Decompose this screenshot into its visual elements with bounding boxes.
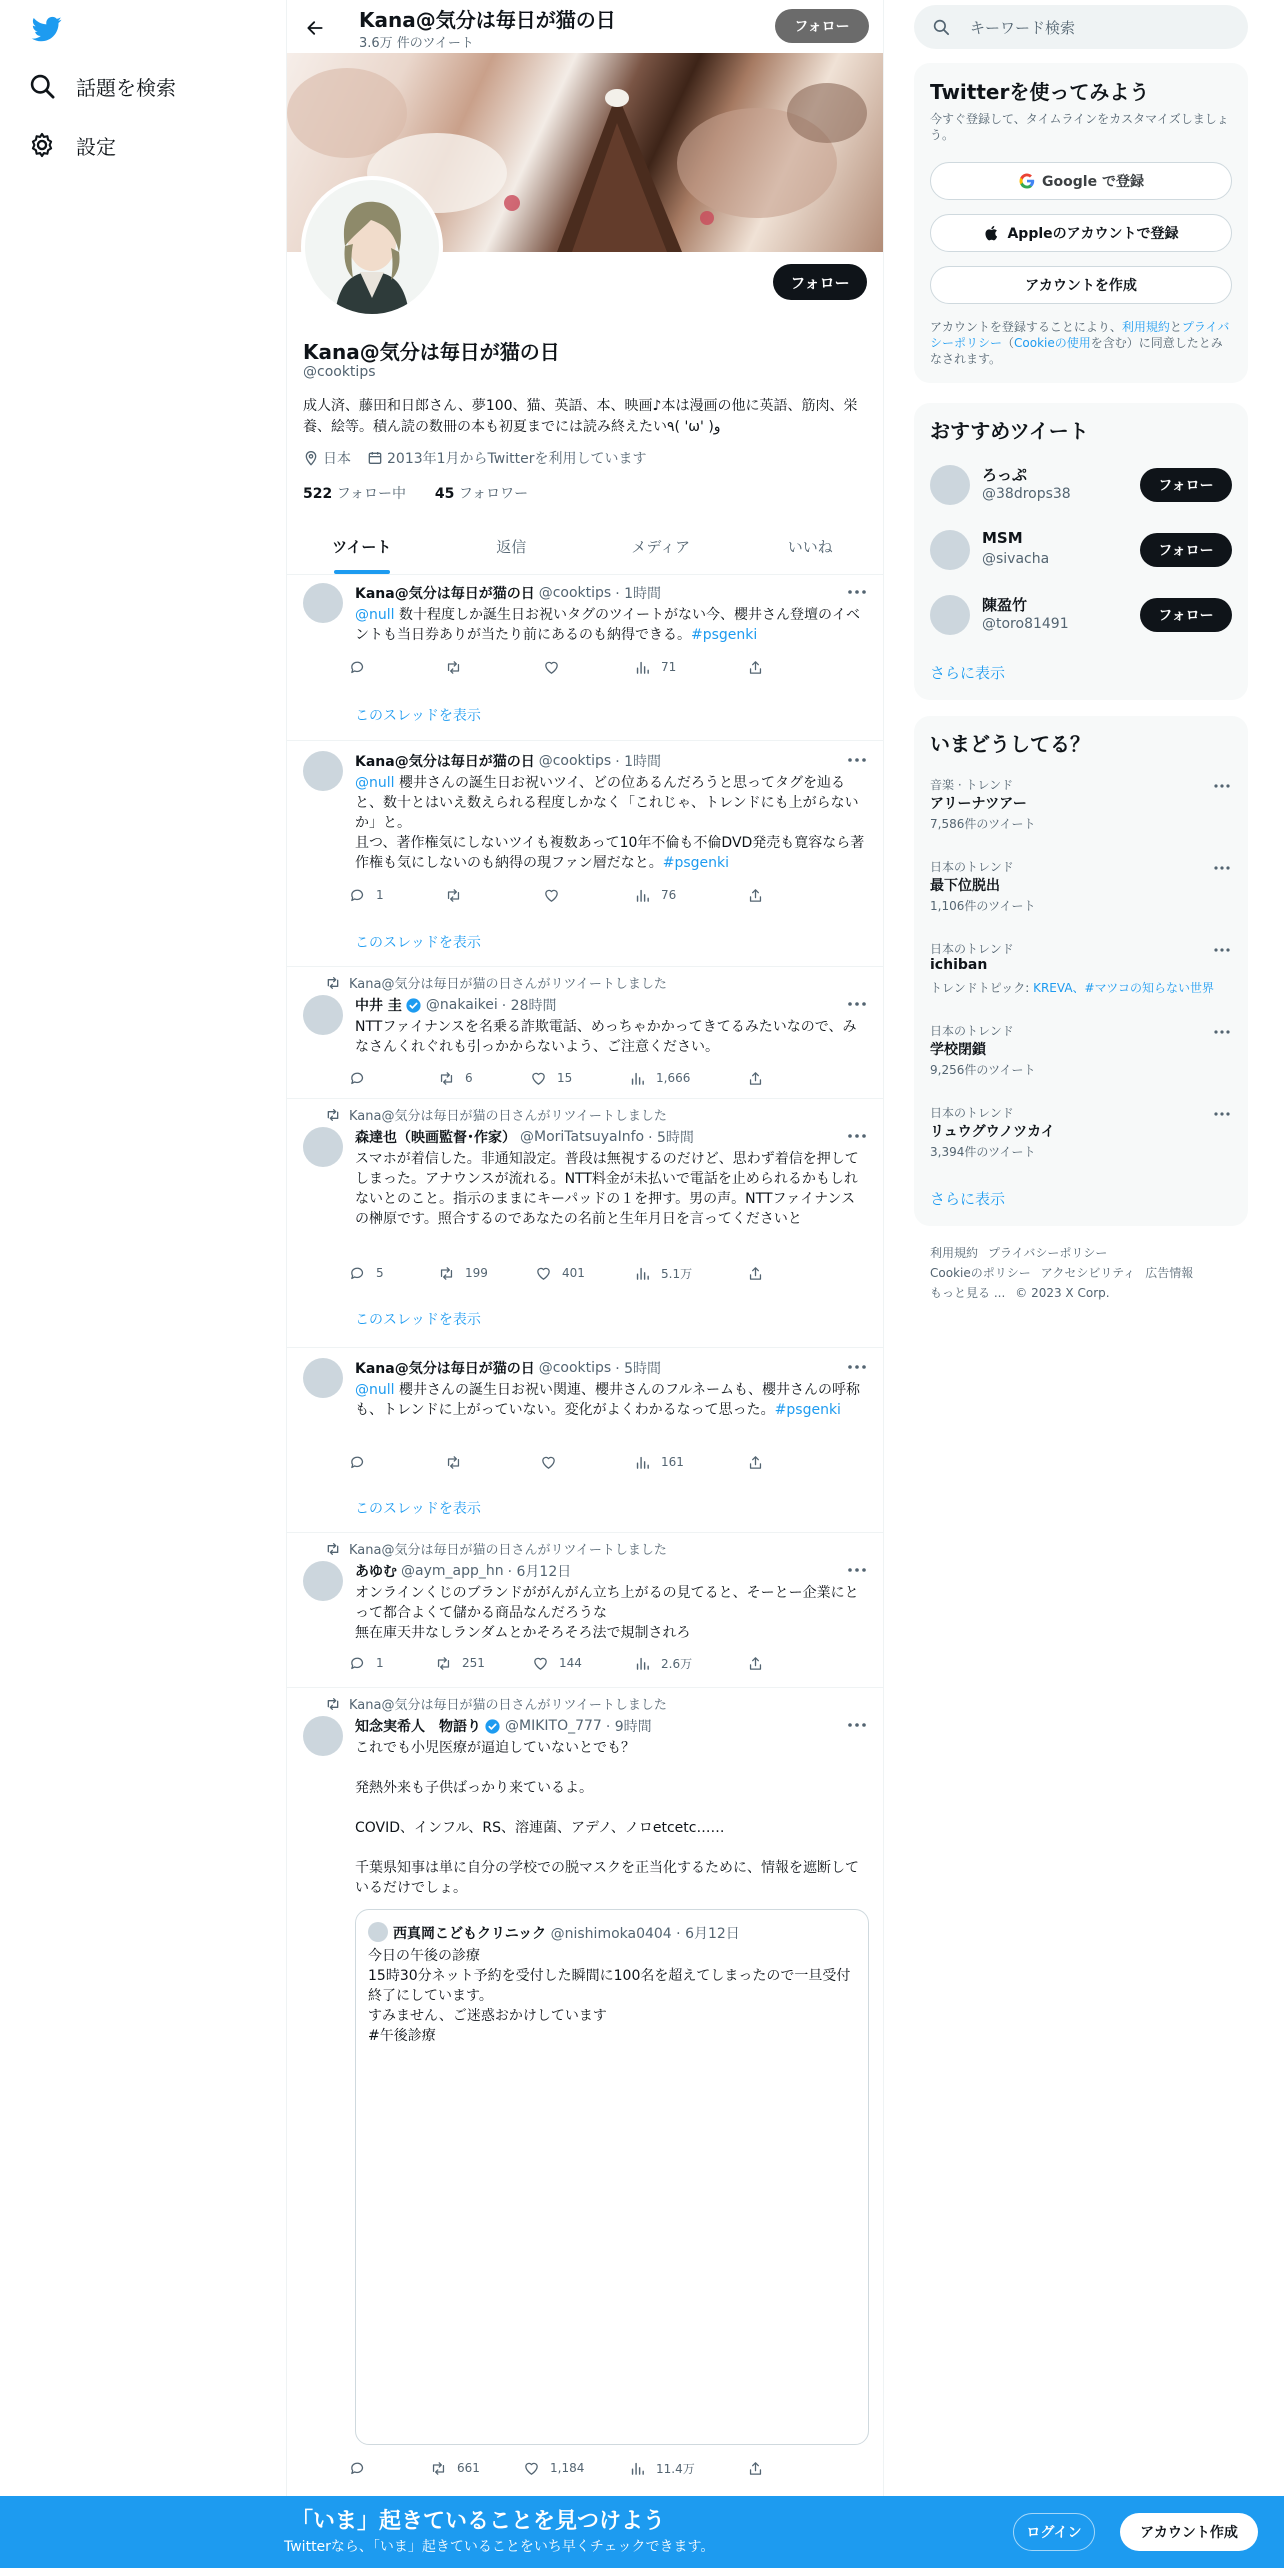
nav-explore-label: 話題を検索 <box>76 75 176 100</box>
quote-author-handle: @nishimoka0404 <box>550 1926 672 1942</box>
search-icon <box>932 18 950 36</box>
tweet-text: NTTファイナンスを名乗る詐欺電話、めっちゃかかってきてるみたいなので、みなさんくれぐれも引っかからないよう、ご注意ください。 <box>355 1019 857 1055</box>
avatar[interactable] <box>303 1358 343 1398</box>
mention-link[interactable]: @null <box>355 607 395 623</box>
tweet-time[interactable]: · 1時間 <box>615 754 662 770</box>
avatar[interactable] <box>930 465 970 505</box>
more-icon[interactable] <box>845 1358 869 1376</box>
tab-replies[interactable]: 返信 <box>496 537 527 556</box>
suggested-handle: @sivacha <box>982 551 1050 567</box>
trend-item[interactable] <box>930 776 1232 848</box>
show-thread-link[interactable]: このスレッドを表示 <box>355 708 481 724</box>
tweet-time[interactable]: · 28時間 <box>501 998 557 1014</box>
trend-category: 日本のトレンド <box>930 860 1014 874</box>
quote-text: 今日の午後の診療 15時30分ネット予約を受付した瞬間に100名を超えてしまったので一旦受付終了にしています。 すみません、ご迷惑おかけしています #午後診療 <box>368 1948 851 2044</box>
retweet-icon <box>325 975 341 991</box>
share-button[interactable] <box>747 1263 774 1283</box>
trend-item[interactable] <box>930 858 1232 930</box>
show-thread-link[interactable]: このスレッドを表示 <box>355 1501 481 1517</box>
more-icon[interactable] <box>845 1561 869 1579</box>
footer-copyright: © 2023 X Corp. <box>1015 1286 1110 1300</box>
like-icon <box>543 887 560 904</box>
views-icon <box>634 887 651 904</box>
share-icon <box>747 659 764 676</box>
footer-privacy-link[interactable]: プライバシーポリシー <box>988 1246 1108 1260</box>
verified-icon <box>405 997 422 1014</box>
more-icon[interactable] <box>845 583 869 601</box>
share-button[interactable] <box>747 1068 774 1088</box>
bottom-signup-bar <box>0 2496 1284 2568</box>
retweeted-by: Kana@気分は毎日が猫の日さんがリツイートしました <box>325 1694 667 1713</box>
left-nav <box>0 0 286 2568</box>
footer-terms-link[interactable]: 利用規約 <box>930 1246 979 1260</box>
search-input[interactable] <box>914 5 1248 49</box>
footer-links <box>930 1243 1240 1303</box>
like-button[interactable]: 401 <box>535 1263 585 1283</box>
apple-signup-button[interactable]: Appleのアカウントで登録 <box>930 214 1232 252</box>
tweet[interactable] <box>287 1348 884 1533</box>
like-button[interactable] <box>543 657 570 677</box>
tweet[interactable] <box>287 967 884 1099</box>
calendar-icon <box>367 450 383 466</box>
profile-joined: 2013年1月からTwitterを利用しています <box>387 451 647 467</box>
reply-button[interactable]: 1 <box>349 1653 384 1673</box>
tab-likes[interactable]: いいね <box>787 537 833 556</box>
trend-category: 日本のトレンド <box>930 942 1014 956</box>
more-icon[interactable] <box>845 751 869 769</box>
mention-link[interactable]: @null <box>355 1382 395 1398</box>
like-icon <box>543 659 560 676</box>
following-link[interactable]: 522 フォロー中 <box>303 486 406 502</box>
header-follow-button[interactable]: フォロー <box>775 9 869 43</box>
avatar[interactable] <box>303 751 343 791</box>
reply-button[interactable] <box>349 1068 376 1088</box>
tweet-text: スマホが着信した。非通知設定。普段は無視するのだけど、思わず着信を押してしまった。アナウンスが流れる。NTT料金が未払いで電話を止められるかもしれないとのこと。指示のままにキーパッドの１を押す。男の声。NTTファイナンスの榊原です。照合するのであなたの名前と生年月日を言ってくださいと <box>355 1151 859 1227</box>
retweet-icon <box>438 1070 455 1087</box>
trend-category: 音楽 · トレンド <box>930 778 1014 792</box>
hashtag-link[interactable]: #psgenki <box>662 855 729 871</box>
right-sidebar <box>884 0 1284 2568</box>
cookie-link[interactable]: Cookieの使用 <box>1014 336 1091 350</box>
quoted-tweet[interactable] <box>355 1909 869 2445</box>
tweet-text: @null 櫻井さんの誕生日お祝い関連、櫻井さんのフルネームも、櫻井さんの呼称も、トレンドに上がっていない。変化がよくわかるなって思った。#psgenki <box>355 1382 860 1418</box>
retweet-button[interactable]: 251 <box>435 1653 485 1673</box>
footer-accessibility-link[interactable]: アクセシビリティ <box>1040 1266 1136 1280</box>
reply-icon <box>349 1070 366 1087</box>
more-icon[interactable] <box>1212 1106 1232 1122</box>
profile-bio: 成人済、藤田和日郎さん、夢100、猫、英語、本、映画♪本は漫画の他に英語、筋肉、栄養、絵等。積ん読の数冊の本も初夏までには読み終えたい٩( 'ω' )و <box>303 398 858 435</box>
tweet[interactable] <box>287 1533 884 1688</box>
nav-settings[interactable] <box>28 123 116 167</box>
more-icon[interactable] <box>1212 942 1232 958</box>
tweet-time[interactable]: · 6月12日 <box>507 1564 572 1580</box>
share-icon <box>747 2460 764 2477</box>
signup-title: Twitterを使ってみよう <box>930 80 1150 104</box>
suggested-title: おすすめツイート <box>930 419 1089 443</box>
avatar[interactable] <box>303 995 343 1035</box>
profile-column <box>286 0 884 2568</box>
views-button[interactable]: 2.6万 <box>634 1653 692 1673</box>
show-thread-link[interactable]: このスレッドを表示 <box>355 1312 481 1328</box>
avatar[interactable] <box>303 583 343 623</box>
suggested-handle: @toro81491 <box>982 616 1069 632</box>
share-button[interactable] <box>747 1452 774 1472</box>
views-icon <box>629 1070 646 1087</box>
reply-icon <box>349 887 366 904</box>
quote-author-name: 西真岡こどもクリニック <box>393 1926 547 1942</box>
footer-cookie-link[interactable]: Cookieのポリシー <box>930 1266 1031 1280</box>
reply-icon <box>349 1655 366 1672</box>
trend-name: ichiban <box>930 957 988 973</box>
like-button[interactable]: 1,184 <box>523 2458 584 2478</box>
signup-button[interactable]: アカウント作成 <box>1120 2513 1258 2551</box>
retweeted-by: Kana@気分は毎日が猫の日さんがリツイートしました <box>325 973 667 992</box>
login-button[interactable]: ログイン <box>1013 2513 1095 2551</box>
share-icon <box>747 1265 764 1282</box>
quote-time: · 6月12日 <box>676 1926 740 1942</box>
reply-icon <box>349 659 366 676</box>
tweet-actions <box>349 1452 779 1472</box>
share-icon <box>747 1655 764 1672</box>
tweet-text: オンラインくじのブランドががんがん立ち上がるの見てると、そーとー企業にとって都合よくて儲かる商品なんだろうな 無在庫天井なしランダムとかそろそろ法で規制されろ <box>355 1585 859 1641</box>
tweet-author-name[interactable]: 森達也（映画監督･作家） <box>355 1130 516 1146</box>
header-name: Kana@気分は毎日が猫の日 <box>359 8 616 32</box>
profile-follow-button[interactable]: フォロー <box>773 264 867 300</box>
avatar[interactable] <box>930 530 970 570</box>
more-icon[interactable] <box>1212 1024 1232 1040</box>
hashtag-link[interactable]: #psgenki <box>691 627 758 643</box>
tweet-actions <box>349 2458 779 2478</box>
tweet-author-handle[interactable]: @aym_app_hn <box>401 1563 504 1579</box>
apple-icon <box>983 224 1001 242</box>
views-button[interactable]: 161 <box>634 1452 684 1472</box>
trend-item[interactable] <box>930 940 1232 1012</box>
more-icon[interactable] <box>845 1127 869 1145</box>
trend-topics: トレンドトピック: KREVA、#マツコの知らない世界 <box>930 981 1214 995</box>
twitter-bird-icon[interactable] <box>30 14 64 44</box>
share-button[interactable] <box>747 2458 774 2478</box>
follow-button[interactable]: フォロー <box>1140 598 1232 632</box>
tweet-author-handle[interactable]: @nakaikei <box>425 997 498 1013</box>
signup-box <box>914 63 1248 383</box>
back-arrow-icon <box>305 18 325 38</box>
views-icon <box>634 659 651 676</box>
retweet-icon <box>435 1655 452 1672</box>
retweet-button[interactable] <box>445 885 472 905</box>
retweet-icon <box>445 887 462 904</box>
tweet-actions <box>349 1653 779 1673</box>
trend-name: 最下位脱出 <box>930 878 1000 894</box>
follow-button[interactable]: フォロー <box>1140 533 1232 567</box>
footer-more-link[interactable]: もっと見る ... <box>930 1286 1006 1300</box>
tweet-author-handle[interactable]: @cooktips <box>538 585 612 601</box>
suggested-name: ろっぷ <box>982 466 1028 484</box>
header-tweet-count: 3.6万 件のツイート <box>359 36 474 51</box>
reply-icon <box>349 2460 366 2477</box>
suggested-name: 陳盈竹 <box>982 596 1028 614</box>
retweet-button[interactable] <box>445 1452 472 1472</box>
trend-count: 9,256件のツイート <box>930 1063 1036 1077</box>
retweet-icon <box>445 1454 462 1471</box>
suggested-handle: @38drops38 <box>982 486 1071 502</box>
share-icon <box>747 887 764 904</box>
profile-avatar[interactable] <box>301 176 443 318</box>
avatar[interactable] <box>368 1922 388 1942</box>
show-thread-link[interactable]: このスレッドを表示 <box>355 935 481 951</box>
share-button[interactable] <box>747 885 774 905</box>
tweet[interactable] <box>287 1688 884 2496</box>
like-button[interactable] <box>543 885 570 905</box>
tweet-author-handle[interactable]: @cooktips <box>538 1360 612 1376</box>
trend-name: 学校閉鎖 <box>930 1042 986 1058</box>
signup-terms: アカウントを登録することにより、利用規約とプライバシーポリシー（Cookieの使用を含む）に同意したとみなされます。 <box>930 320 1230 366</box>
gear-icon <box>28 131 56 159</box>
tweet-actions <box>349 657 779 677</box>
trends-title: いまどうしてる？ <box>930 732 1090 756</box>
follow-button[interactable]: フォロー <box>1140 468 1232 502</box>
retweet-icon <box>325 1541 341 1557</box>
reply-button[interactable]: 1 <box>349 885 384 905</box>
tweet-author-name[interactable]: 知念実希人 物語り <box>355 1719 481 1735</box>
suggested-user[interactable] <box>930 590 1232 640</box>
trend-category: 日本のトレンド <box>930 1106 1014 1120</box>
avatar[interactable] <box>303 1127 343 1167</box>
tweet-author-name[interactable]: あゆむ <box>355 1564 397 1580</box>
mention-link[interactable]: @null <box>355 775 395 791</box>
more-icon[interactable] <box>1212 860 1232 876</box>
tweet-actions <box>349 1263 779 1283</box>
trend-count: 1,106件のツイート <box>930 899 1036 913</box>
hashtag-link[interactable]: #psgenki <box>774 1402 841 1418</box>
tweet-text: これでも小児医療が逼迫していないとでも？ 発熱外来も子供ばっかり来ているよ。 COVID、インフル、RS、溶連菌、アデノ、ノロetcetc…… 千葉県知事は単に自分の学校での脱マスクを正当化するために、情報を遮断しているだけでしょ。 <box>355 1740 859 1896</box>
profile-follow-stats <box>303 483 528 503</box>
like-icon <box>530 1070 547 1087</box>
views-icon <box>634 1454 651 1471</box>
suggested-user[interactable] <box>930 460 1232 510</box>
share-button[interactable] <box>747 1653 774 1673</box>
suggested-user[interactable] <box>930 525 1232 575</box>
more-icon[interactable] <box>1212 778 1232 794</box>
suggested-name: MSM <box>982 529 1023 547</box>
trend-item[interactable] <box>930 1022 1232 1094</box>
bottom-bar-subtitle: Twitterなら、「いま」起きていることをいち早くチェックできます。 <box>284 2539 715 2555</box>
tweet-author-name[interactable]: Kana@気分は毎日が猫の日 <box>355 1361 535 1377</box>
views-button[interactable]: 71 <box>634 657 676 677</box>
retweeted-by: Kana@気分は毎日が猫の日さんがリツイートしました <box>325 1539 667 1558</box>
trend-item[interactable] <box>930 1104 1232 1176</box>
like-icon <box>535 1265 552 1282</box>
trend-category: 日本のトレンド <box>930 1024 1014 1038</box>
views-button[interactable]: 5.1万 <box>634 1263 692 1283</box>
retweet-button[interactable]: 199 <box>438 1263 488 1283</box>
tab-tweets[interactable]: ツイート <box>287 518 437 574</box>
tweet-actions <box>349 1068 779 1088</box>
search-icon <box>28 72 56 100</box>
like-button[interactable]: 144 <box>532 1653 582 1673</box>
like-icon <box>540 1454 557 1471</box>
trend-name: アリーナツアー <box>930 796 1027 812</box>
share-icon <box>747 1454 764 1471</box>
tweet-author-name[interactable]: Kana@気分は毎日が猫の日 <box>355 754 535 770</box>
views-icon <box>634 1655 651 1672</box>
verified-icon <box>484 1718 501 1735</box>
more-icon[interactable] <box>845 1716 869 1734</box>
back-button[interactable] <box>299 12 331 44</box>
tweet-time[interactable]: · 5時間 <box>648 1130 694 1146</box>
views-button[interactable]: 76 <box>634 885 676 905</box>
retweet-icon <box>445 659 462 676</box>
like-icon <box>523 2460 540 2477</box>
tab-media[interactable]: メディア <box>631 537 691 556</box>
more-icon[interactable] <box>845 995 869 1013</box>
retweet-icon <box>438 1265 455 1282</box>
share-icon <box>747 1070 764 1087</box>
tweet-author-handle[interactable]: @cooktips <box>538 753 612 769</box>
tweet-time[interactable]: · 1時間 <box>615 586 662 602</box>
profile-meta <box>303 448 646 468</box>
avatar[interactable] <box>303 1561 343 1601</box>
reply-button[interactable] <box>349 657 376 677</box>
trends-more-link[interactable]: さらに表示 <box>930 1190 1006 1208</box>
footer-ads-link[interactable]: 広告情報 <box>1145 1266 1194 1280</box>
bottom-bar-title: 「いま」起きていることを見つけよう <box>291 2509 666 2534</box>
reply-icon <box>349 1265 366 1282</box>
avatar[interactable] <box>303 1716 343 1756</box>
profile-header-bar <box>287 0 884 53</box>
profile-name: Kana@気分は毎日が猫の日 <box>303 340 560 364</box>
avatar[interactable] <box>930 595 970 635</box>
tweet-time[interactable]: · 5時間 <box>615 1361 662 1377</box>
views-button[interactable]: 11.4万 <box>629 2458 695 2478</box>
retweeted-by: Kana@気分は毎日が猫の日さんがリツイートしました <box>325 1105 667 1124</box>
tweet[interactable] <box>287 741 884 967</box>
retweet-icon <box>325 1696 341 1712</box>
share-button[interactable] <box>747 657 774 677</box>
like-icon <box>532 1655 549 1672</box>
tweet-author-name[interactable]: Kana@気分は毎日が猫の日 <box>355 586 535 602</box>
reply-button[interactable] <box>349 1452 376 1472</box>
tweet-text: @null 数十程度しか誕生日お祝いタグのツイートがない今、櫻井さん登壇のイベントも当日券ありが当たり前にあるのも納得できる。#psgenki <box>355 607 860 643</box>
profile-handle: @cooktips <box>303 364 376 380</box>
retweet-button[interactable] <box>445 657 472 677</box>
trend-name: リュウグウノツカイ <box>930 1124 1055 1140</box>
views-icon <box>629 2460 646 2477</box>
tweet-author-handle[interactable]: @MoriTatsuyaInfo <box>520 1129 645 1145</box>
profile-tabs <box>287 518 884 575</box>
tweet-time[interactable]: · 9時間 <box>605 1719 652 1735</box>
create-account-button[interactable]: アカウントを作成 <box>930 266 1232 304</box>
profile-location: 日本 <box>323 451 351 467</box>
google-signup-button[interactable]: Google で登録 <box>930 162 1232 200</box>
reply-button[interactable]: 5 <box>349 1263 384 1283</box>
reply-button[interactable] <box>349 2458 376 2478</box>
tweet[interactable] <box>287 575 884 741</box>
tweet-text: @null 櫻井さんの誕生日お祝いツイ、どの位あるんだろうと思ってタグを辿ると、数十とはいえ数えられる程度しかなく「これじゃ、トレンドにも上がらないか」と。 且つ、著作権気にしないツイも複数あって10年不倫も不倫DVD発売も寛容なら著作権も気にしないのも納得の現ファン層だなと。#psgenki <box>355 775 865 871</box>
trend-count: 7,586件のツイート <box>930 817 1036 831</box>
trend-count: 3,394件のツイート <box>930 1145 1036 1159</box>
retweet-icon <box>325 1107 341 1123</box>
tweet[interactable] <box>287 1099 884 1348</box>
signup-subtitle: 今すぐ登録して、タイムラインをカスタマイズしましょう。 <box>930 112 1229 142</box>
views-icon <box>634 1265 651 1282</box>
google-icon <box>1018 172 1036 190</box>
like-button[interactable]: 15 <box>530 1068 572 1088</box>
suggested-more-link[interactable]: さらに表示 <box>930 664 1006 682</box>
reply-icon <box>349 1454 366 1471</box>
search-placeholder: キーワード検索 <box>970 18 1076 37</box>
retweet-button[interactable]: 6 <box>438 1068 473 1088</box>
tweet-author-name[interactable]: 中井 圭 <box>355 998 402 1014</box>
retweet-icon <box>430 2460 447 2477</box>
tweet-actions <box>349 885 779 905</box>
tweet-author-handle[interactable]: @MIKITO_777 <box>505 1718 602 1734</box>
views-button[interactable]: 1,666 <box>629 1068 690 1088</box>
like-button[interactable] <box>540 1452 567 1472</box>
trends-box <box>914 716 1248 1226</box>
privacy-link[interactable]: プライバシーポリシー <box>930 320 1230 350</box>
followers-link[interactable]: 45 フォロワー <box>434 486 529 502</box>
retweet-button[interactable]: 661 <box>430 2458 480 2478</box>
nav-explore[interactable] <box>28 64 176 108</box>
terms-link[interactable]: 利用規約 <box>1121 320 1170 334</box>
suggested-box <box>914 403 1248 700</box>
nav-settings-label: 設定 <box>76 134 116 159</box>
location-icon <box>303 450 319 466</box>
